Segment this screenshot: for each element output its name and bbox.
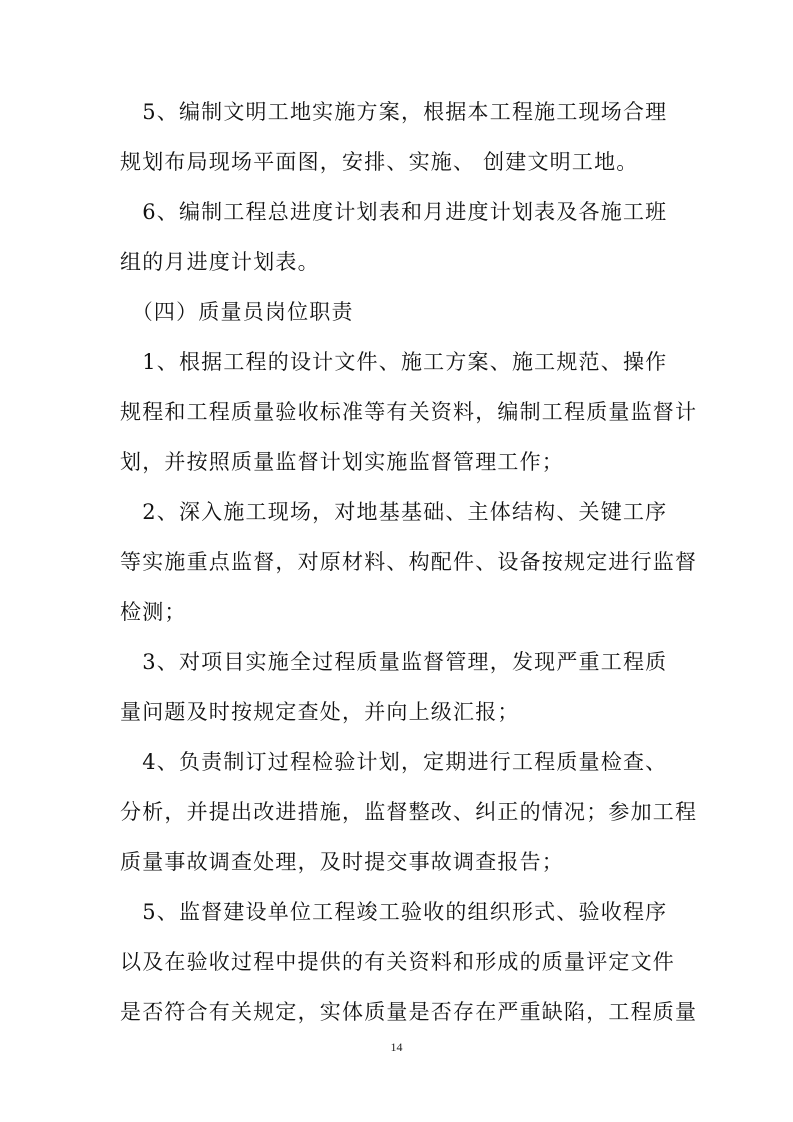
section-heading: （四）质量员岗位职责 [120,300,354,324]
text-line: 规划布局现场平面图，安排、实施、 创建文明工地。 [120,150,639,174]
text-line: 分析，并提出改进措施，监督整改、纠正的情况；参加工程 [120,800,698,824]
text-line: 3、对项目实施全过程质量监督管理，发现严重工程质 [120,650,668,674]
text-line: 4、负责制订过程检验计划，定期进行工程质量检查、 [120,750,668,774]
text-line: 检测； [120,600,187,624]
text-line: 1、根据工程的设计文件、施工方案、施工规范、操作 [120,350,668,374]
text-line: 2、深入施工现场，对地基基础、主体结构、关键工序 [120,500,668,524]
text-line: 量问题及时按规定查处，并向上级汇报； [120,700,520,724]
text-line: 组的月进度计划表。 [120,250,320,274]
text-line: 以及在验收过程中提供的有关资料和形成的质量评定文件 [120,950,675,974]
text-line: 划，并按照质量监督计划实施监督管理工作； [120,450,564,474]
text-line: 6、编制工程总进度计划表和月进度计划表及各施工班 [120,200,668,224]
text-line: 5、编制文明工地实施方案，根据本工程施工现场合理 [120,100,668,124]
page-number: 14 [390,1040,403,1054]
text-line: 等实施重点监督，对原材料、构配件、设备按规定进行监督 [120,550,698,574]
text-line: 是否符合有关规定，实体质量是否存在严重缺陷，工程质量 [120,1000,698,1024]
text-line: 质量事故调查处理，及时提交事故调查报告； [120,850,564,874]
text-line: 规程和工程质量验收标准等有关资料，编制工程质量监督计 [120,400,698,424]
text-line: 5、监督建设单位工程竣工验收的组织形式、验收程序 [120,900,668,924]
